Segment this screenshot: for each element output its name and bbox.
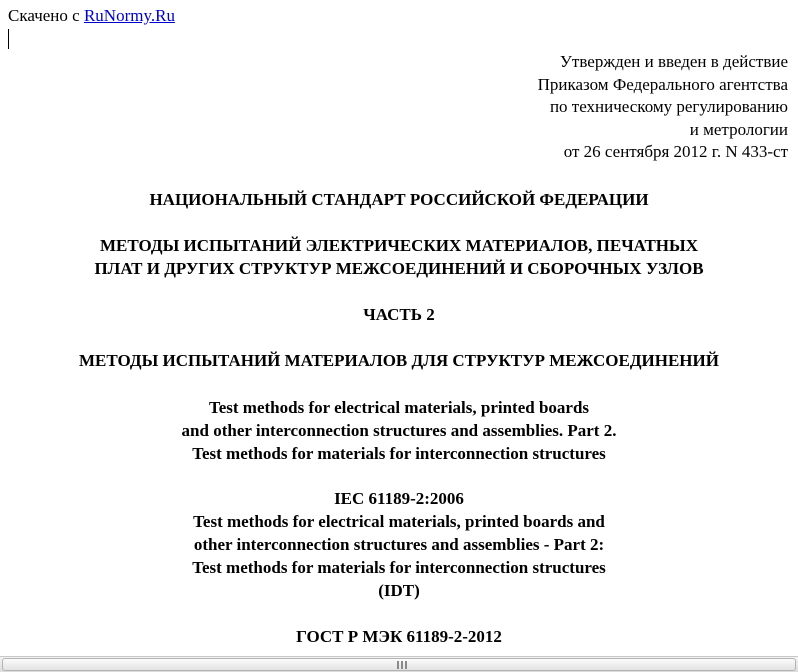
iec-line: (IDT)	[378, 581, 420, 600]
iec-line: Test methods for materials for interconnection structures	[192, 558, 606, 577]
title-ru-line: МЕТОДЫ ИСПЫТАНИЙ ЭЛЕКТРИЧЕСКИХ МАТЕРИАЛОВ, ПЕЧАТНЫХ	[100, 236, 698, 255]
gost-code	[0, 625, 798, 648]
title-en-line: and other interconnection structures and assemblies. Part 2.	[181, 421, 617, 440]
part-title-ru	[0, 349, 798, 372]
gost-code-text: ГОСТ Р МЭК 61189-2-2012	[296, 627, 502, 646]
scrollbar-thumb[interactable]	[2, 658, 796, 671]
text-cursor	[8, 29, 9, 49]
iec-code: IEC 61189-2:2006	[334, 489, 464, 508]
approval-line: от 26 сентября 2012 г. N 433-ст	[563, 142, 788, 161]
approval-line: и метрологии	[689, 119, 788, 139]
iec-block	[0, 487, 798, 602]
approval-line: Утвержден и введен в действие	[559, 52, 788, 71]
title-ru-line: ПЛАТ И ДРУГИХ СТРУКТУР МЕЖСОЕДИНЕНИЙ И СБОРОЧНЫХ УЗЛОВ	[94, 259, 704, 278]
approval-line: Приказом Федерального агентства	[537, 74, 788, 94]
source-prefix: Скачено с	[8, 6, 80, 25]
source-link[interactable]: RuNormy.Ru	[83, 6, 175, 25]
approval-line: по техническому регулированию	[549, 97, 788, 116]
horizontal-scrollbar[interactable]	[0, 656, 798, 672]
part-title-ru-text: МЕТОДЫ ИСПЫТАНИЙ МАТЕРИАЛОВ ДЛЯ СТРУКТУР МЕЖСОЕДИНЕНИЙ	[79, 351, 719, 370]
title-en-line: Test methods for electrical materials, printed boards	[208, 398, 590, 417]
part-label	[0, 303, 798, 326]
standard-heading-text: НАЦИОНАЛЬНЫЙ СТАНДАРТ РОССИЙСКОЙ ФЕДЕРАЦИИ	[149, 190, 649, 209]
iec-line: Test methods for electrical materials, printed boards and	[193, 512, 605, 531]
source-line	[8, 6, 175, 26]
approval-block	[538, 51, 788, 164]
title-en	[0, 396, 798, 465]
grip-icon	[397, 661, 407, 669]
iec-line: other interconnection structures and assemblies - Part 2:	[193, 535, 605, 554]
title-ru	[0, 234, 798, 280]
standard-heading	[0, 188, 798, 211]
part-label-text: ЧАСТЬ 2	[363, 305, 435, 324]
title-en-line: Test methods for materials for interconnection structures	[192, 444, 606, 463]
